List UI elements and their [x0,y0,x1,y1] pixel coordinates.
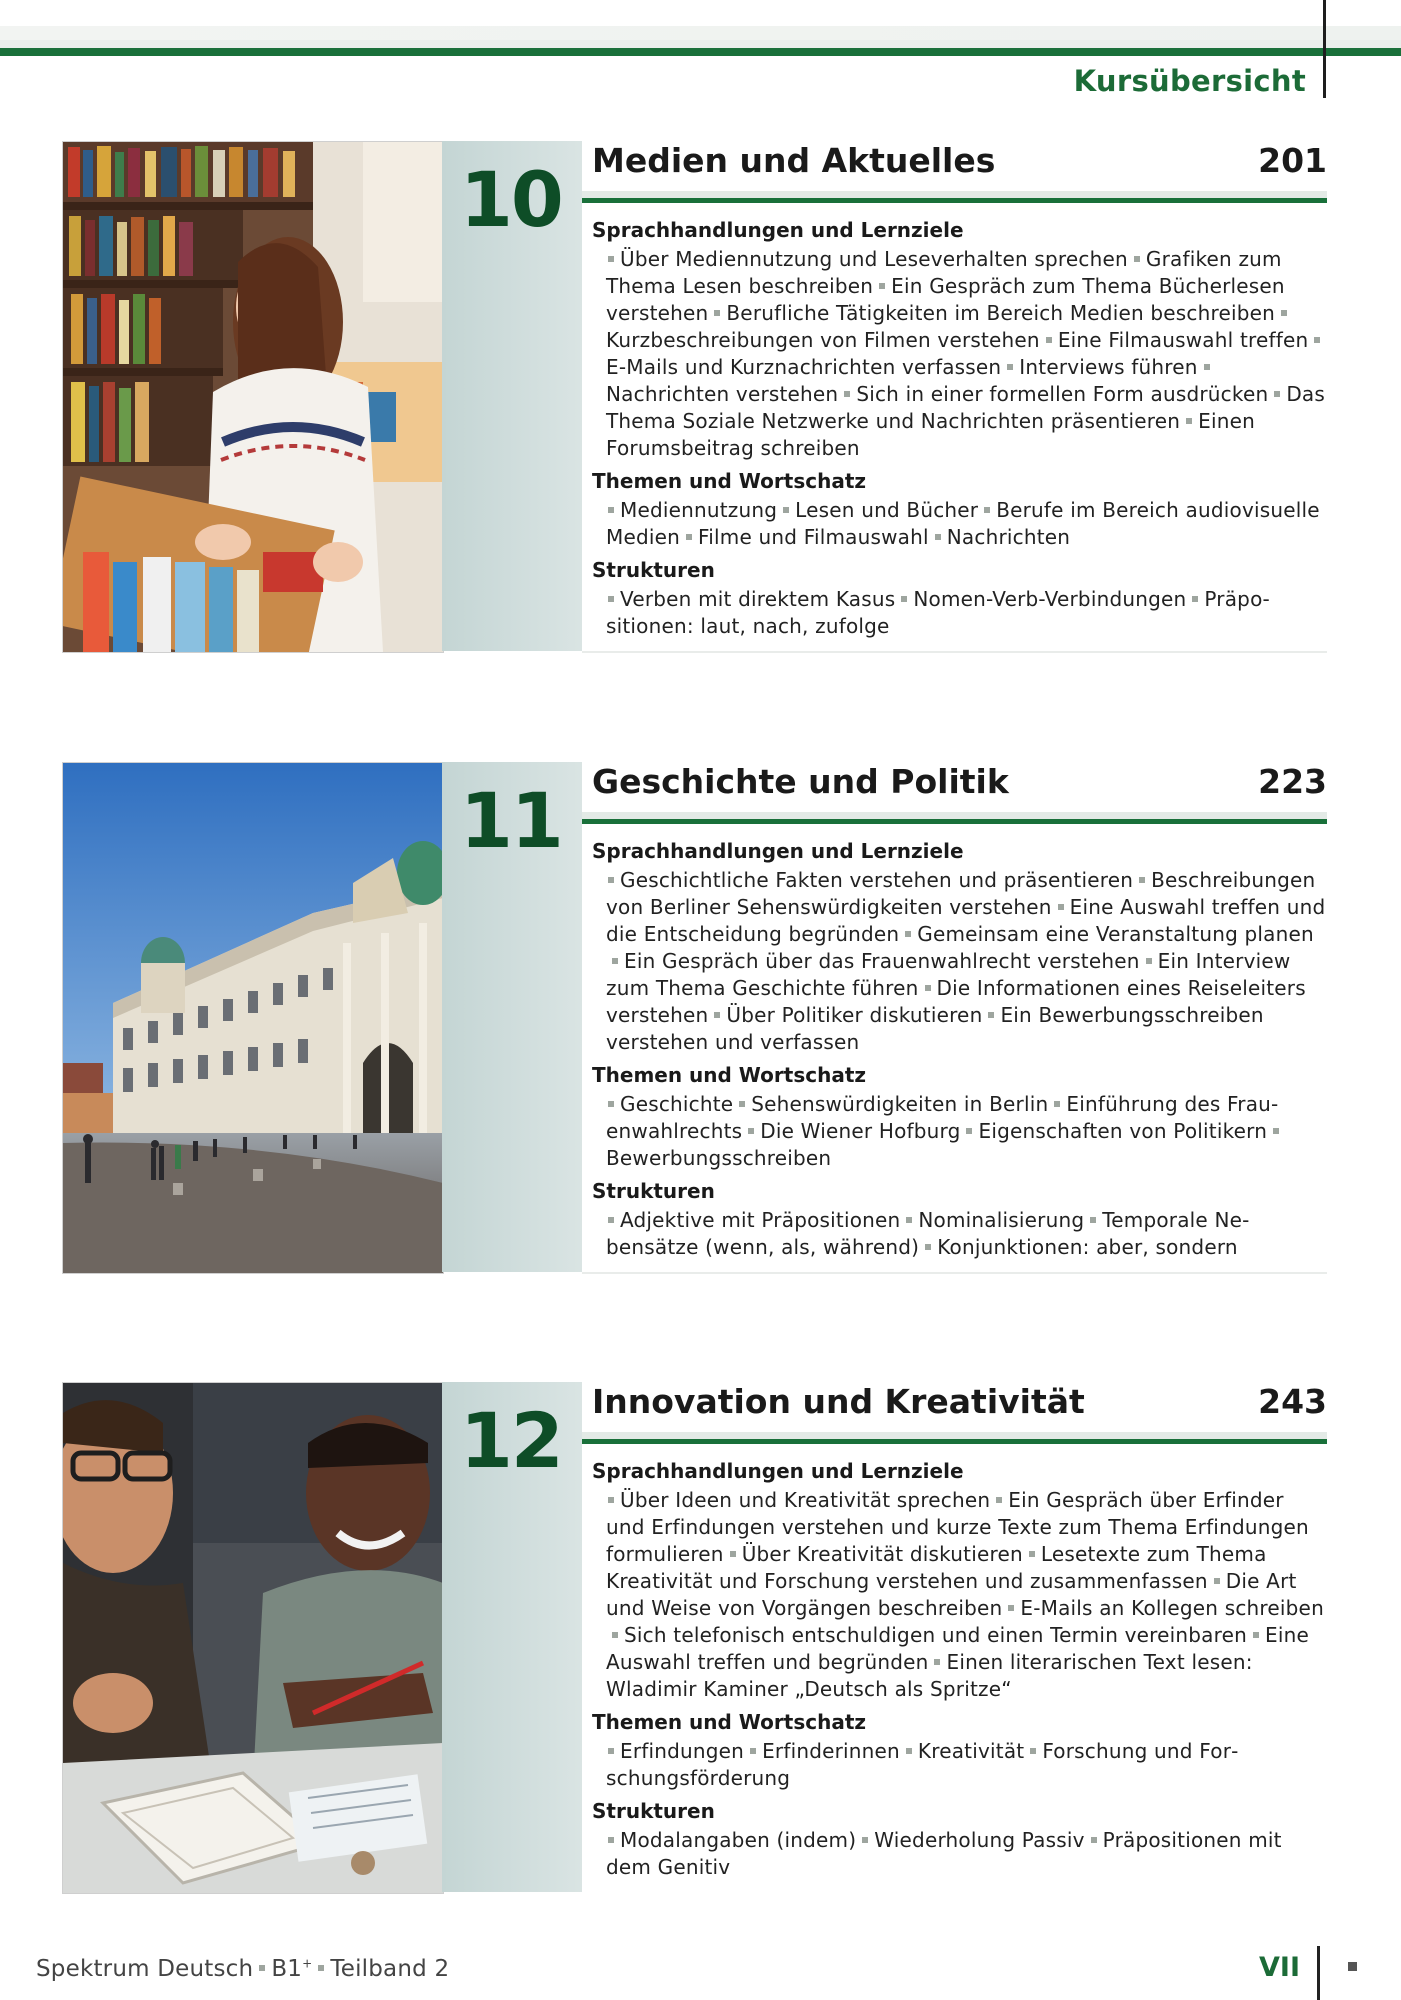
list-item: Präpositionen mit dem Genitiv [606,1828,1282,1879]
bullet-square-icon [1273,1128,1279,1134]
footer-tick-mark [1317,1946,1320,2000]
bullet-square-icon [988,1012,994,1018]
list-item: Geschichtliche Fakten verstehen und präsentieren [620,868,1134,892]
list-item: Kurzbeschreibungen von Filmen verstehen [606,328,1040,352]
unit-number: 12 [460,1396,562,1485]
list-item: Die Informationen eines Reiseleiters verstehen [606,976,1306,1027]
bullet-square-icon [608,1748,614,1754]
section-heading: Themen und Wortschatz [592,1710,867,1734]
bullet-square-icon [844,391,850,397]
list-item: Über Kreativität diskutieren [741,1542,1023,1566]
section-items [606,1738,1327,1792]
bullet-square-icon [608,1497,614,1503]
bullet-square-icon [714,310,720,316]
unit-content [582,762,1327,1274]
bullet-square-icon [1090,1217,1096,1223]
bullet-square-icon [1274,391,1280,397]
unit-page-number: 243 [1258,1382,1327,1421]
unit-number: 11 [460,776,562,865]
bullet-square-icon [1029,1551,1035,1557]
list-item: Über Ideen und Kreativität sprechen [620,1488,991,1512]
bullet-square-icon [1007,364,1013,370]
top-tick-mark [1323,0,1326,98]
bullet-square-icon [1139,877,1145,883]
bullet-square-icon [686,534,692,540]
bullet-square-icon [730,1551,736,1557]
section-items [606,497,1327,551]
title-rule [582,191,1327,203]
section-heading: Themen und Wortschatz [592,1063,867,1087]
section-heading: Sprachhandlungen und Lernziele [592,839,964,863]
list-item: Die Art und Weise von Vorgängen beschreiben [606,1569,1297,1620]
list-item: Berufe im Bereich audiovisuelle Medien [606,498,1320,549]
unit-bottom-line [582,651,1327,653]
bullet-square-icon [612,958,618,964]
list-item: Nomen-Verb-Verbindungen [913,587,1187,611]
unit-title: Medien und Aktuelles [592,141,996,180]
section-heading: Strukturen [592,1799,715,1823]
bullet-square-icon [612,1632,618,1638]
list-item: Sich telefonisch entschuldigen und einen Termin vereinbaren [624,1623,1248,1647]
list-item: Sich in einer formellen Form ausdrücken [856,382,1269,406]
bullet-square-icon [259,1965,265,1971]
list-item: Bewerbungsschreiben [606,1146,832,1170]
footer-square-icon [1348,1962,1357,1971]
list-item: Lesetexte zum Thema Kreativität und Forschung verstehen und zusammenfassen [606,1542,1267,1593]
bullet-square-icon [714,1012,720,1018]
unit-page-number: 201 [1258,141,1327,180]
list-item: Eine Filmauswahl treffen [1057,328,1309,352]
bullet-square-icon [783,507,789,513]
list-item: Temporale Nebensätze (wenn, als, während) [606,1208,1250,1259]
list-item: Nachrichten [946,525,1071,549]
bullet-square-icon [862,1837,868,1843]
list-item: Einen literarischen Text lesen: Wladimir Kaminer „Deutsch als Spritze“ [606,1650,1253,1701]
list-item: Interviews führen [1019,355,1198,379]
list-item: Gemeinsam eine Veranstaltung planen [917,922,1314,946]
list-item: Einen Forumsbeitrag schreiben [606,409,1255,460]
list-item: Wiederholung Passiv [874,1828,1085,1852]
list-item: Kreativität [917,1739,1025,1763]
bullet-square-icon [1146,958,1152,964]
list-item: Einführung des Frauenwahlrechts [606,1092,1279,1143]
bullet-square-icon [608,1101,614,1107]
section-items [606,867,1327,1056]
bullet-square-icon [1314,337,1320,343]
bullet-square-icon [966,1128,972,1134]
bullet-square-icon [934,1659,940,1665]
bullet-square-icon [1091,1837,1097,1843]
list-item: Präpositionen: laut, nach, zufolge [606,587,1270,638]
unit-page-number: 223 [1258,762,1327,801]
list-item: Über Mediennutzung und Leseverhalten sprechen [620,247,1128,271]
bullet-square-icon [935,534,941,540]
bullet-square-icon [906,1748,912,1754]
unit-photo-bookstore [62,141,444,653]
bullet-square-icon [879,283,885,289]
list-item: Nominalisierung [918,1208,1085,1232]
list-item: Konjunktionen: aber, sondern [937,1235,1238,1259]
bullet-square-icon [996,1497,1002,1503]
bullet-square-icon [1008,1605,1014,1611]
list-item: Grafiken zum Thema Lesen beschreiben [606,247,1282,298]
footer-part: Teilband 2 [330,1956,450,1982]
unit-number: 10 [460,155,562,244]
section-items [606,586,1327,640]
bullet-square-icon [608,877,614,883]
list-item: Adjektive mit Präpositionen [620,1208,901,1232]
section-heading: Themen und Wortschatz [592,469,867,493]
bullet-square-icon [750,1748,756,1754]
unit-sections [592,1452,1327,1881]
list-item: Über Politiker diskutieren [726,1003,983,1027]
section-items [606,1207,1327,1261]
unit-photo-innovation [62,1382,444,1894]
footer-level-sup: + [302,1956,313,1971]
footer-book-title: Spektrum Deutsch [36,1956,254,1982]
section-heading: Sprachhandlungen und Lernziele [592,1459,964,1483]
bullet-square-icon [1046,337,1052,343]
list-item: Lesen und Bücher [795,498,979,522]
unit-bottom-line [582,1272,1327,1274]
bullet-square-icon [1134,256,1140,262]
unit-content [582,1382,1327,1894]
list-item: Ein Gespräch zum Thema Bücherlesen verstehen [606,274,1285,325]
bullet-square-icon [739,1101,745,1107]
section-items [606,1487,1327,1703]
list-item: Forschung und Forschungsförderung [606,1739,1239,1790]
unit-content [582,141,1327,653]
list-item: Beschreibungen von Berliner Sehenswürdigkeiten verstehen [606,868,1316,919]
bullet-square-icon [608,256,614,262]
bullet-square-icon [906,1217,912,1223]
list-item: Eigenschaften von Politikern [978,1119,1268,1143]
unit-title: Geschichte und Politik [592,762,1009,801]
footer-page-number: VII [1259,1952,1300,1983]
bullet-square-icon [318,1965,324,1971]
list-item: Ein Interview zum Thema Geschichte führen [606,949,1291,1000]
bullet-square-icon [905,931,911,937]
section-heading: Strukturen [592,1179,715,1203]
bullet-square-icon [1281,310,1287,316]
list-item: Filme und Filmauswahl [698,525,929,549]
unit-photo-hofburg [62,762,444,1274]
bullet-square-icon [1253,1632,1259,1638]
hofburg-image [63,763,443,1273]
bullet-square-icon [608,507,614,513]
bullet-square-icon [748,1128,754,1134]
bullet-square-icon [925,985,931,991]
section-items [606,1091,1327,1172]
list-item: Die Wiener Hofburg [760,1119,961,1143]
bullet-square-icon [1058,904,1064,910]
bullet-square-icon [984,507,990,513]
list-item: Sehenswürdigkeiten in Berlin [751,1092,1049,1116]
list-item: Ein Gespräch über das Frauenwahlrecht verstehen [624,949,1140,973]
footer-level: B1 [271,1956,303,1982]
footer-book-info [36,1956,449,1982]
unit-10 [62,141,1327,653]
section-items [606,246,1327,462]
bullet-square-icon [901,596,907,602]
bullet-square-icon [925,1244,931,1250]
list-item: Berufliche Tätigkeiten im Bereich Medien beschreiben [726,301,1276,325]
section-header: Kursübersicht [1073,64,1306,98]
bookstore-image [63,142,443,652]
list-item: Modalangaben (indem) [620,1828,857,1852]
list-item: Geschichte [620,1092,734,1116]
unit-12 [62,1382,1327,1894]
bullet-square-icon [1186,418,1192,424]
unit-sections [592,211,1327,640]
list-item: Verben mit direktem Kasus [620,587,896,611]
list-item: Erfindungen [620,1739,745,1763]
list-item: Ein Bewerbungsschreiben verstehen und verfassen [606,1003,1264,1054]
bullet-square-icon [1204,364,1210,370]
unit-title: Innovation und Kreativität [592,1382,1085,1421]
top-rule [0,40,1401,56]
title-rule [582,812,1327,824]
bullet-square-icon [1192,596,1198,602]
unit-sections [592,832,1327,1261]
list-item: Eine Auswahl treffen und die Entscheidung begründen [606,895,1326,946]
unit-11 [62,762,1327,1274]
bullet-square-icon [1030,1748,1036,1754]
bullet-square-icon [608,1217,614,1223]
section-heading: Sprachhandlungen und Lernziele [592,218,964,242]
list-item: E-Mails an Kollegen schreiben [1020,1596,1324,1620]
list-item: Eine Auswahl treffen und begründen [606,1623,1309,1674]
list-item: Mediennutzung [620,498,778,522]
list-item: Erfinderinnen [762,1739,900,1763]
list-item: E-Mails und Kurznachrichten verfassen [606,355,1002,379]
section-heading: Strukturen [592,558,715,582]
list-item: Nachrichten verstehen [606,382,839,406]
innovation-image [63,1383,443,1893]
list-item: Das Thema Soziale Netzwerke und Nachrichten präsentieren [606,382,1326,433]
bullet-square-icon [608,1837,614,1843]
section-items [606,1827,1327,1881]
bullet-square-icon [608,596,614,602]
list-item: Ein Gespräch über Erfinder und Erfindungen verstehen und kurze Texte zum Thema Erfindungen formulieren [606,1488,1309,1566]
bullet-square-icon [1054,1101,1060,1107]
title-rule [582,1432,1327,1444]
bullet-square-icon [1214,1578,1220,1584]
